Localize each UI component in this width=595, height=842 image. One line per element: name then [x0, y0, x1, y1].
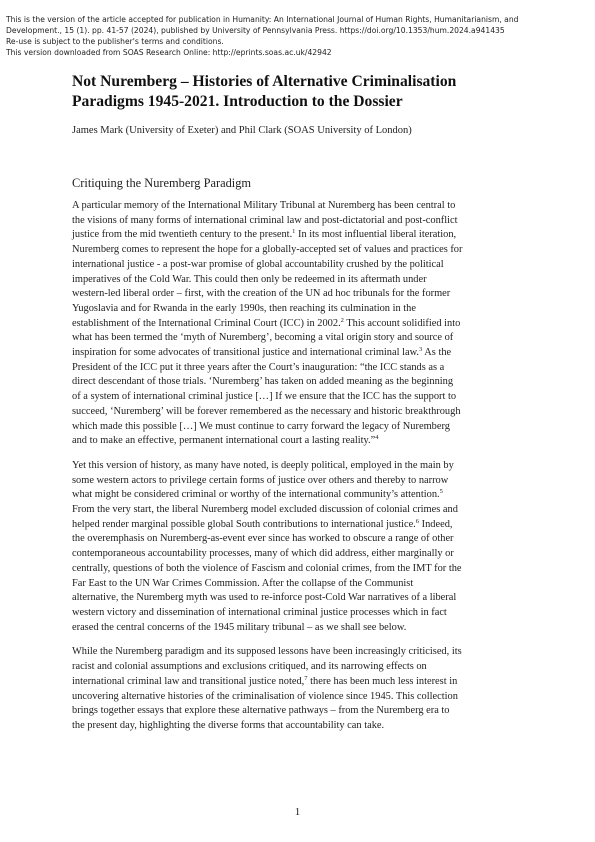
line-text: of a system of international criminal justice […] If we ensure that the ICC has the support to	[72, 391, 457, 403]
paragraph-line	[72, 390, 524, 405]
paragraph-line	[72, 591, 524, 606]
footnote-marker[interactable]: 2	[340, 316, 344, 324]
paragraphs-container	[72, 199, 524, 734]
paragraph-line	[72, 258, 524, 273]
article-title	[72, 72, 524, 112]
paragraph-line	[72, 346, 524, 361]
body-paragraph	[72, 199, 524, 449]
line-text: contemporaneous accountability processes, many of which did address, either marginally or	[72, 548, 454, 560]
line-text: alternative, the Nuremberg myth was used to re-inforce post-Cold War narratives of a liberal	[72, 592, 457, 604]
paragraph-line	[72, 704, 524, 719]
line-text: Yugoslavia and for Rwanda in the early 1990s, then reaching its culmination in the	[72, 302, 416, 314]
paragraph-line	[72, 459, 524, 474]
line-text: some western actors to privilege certain forms of justice over others and thereby to narrow	[72, 474, 449, 486]
line-text: As the	[422, 347, 452, 359]
body-paragraph	[72, 459, 524, 635]
line-text: what might be considered criminal or worthy of the international community’s attention.	[72, 489, 440, 501]
paragraph-line	[72, 375, 524, 390]
footnote-marker[interactable]: 4	[375, 434, 379, 442]
paragraph-line	[72, 331, 524, 346]
paragraph-line	[72, 621, 524, 636]
paragraph-line	[72, 606, 524, 621]
paragraph-line	[72, 228, 524, 243]
line-text: establishment of the International Criminal Court (ICC) in 2002.	[72, 317, 341, 329]
page-number: 1	[294, 806, 301, 818]
line-text: the overemphasis on Nuremberg-as-event ever since has worked to obscure a range of other	[72, 533, 454, 545]
line-text: Far East to the UN War Crimes Commission. After the collapse of the Communist	[72, 577, 414, 589]
line-text: racist and colonial assumptions and exclusions critiqued, and its narrowing effects on	[72, 661, 427, 673]
line-text: which made this possible […] We must continue to carry forward the legacy of Nuremberg	[72, 420, 450, 432]
line-text: western-led liberal order – first, with the creation of the UN ad hoc tribunals for the former	[72, 288, 451, 300]
paragraph-line	[72, 488, 524, 503]
paragraph-line	[72, 243, 524, 258]
line-text: While the Nuremberg paradigm and its supposed lessons have been increasingly criticised, its	[72, 646, 462, 658]
paragraph-line	[72, 503, 524, 518]
line-text: brings together essays that explore these alternative pathways – from the Nuremberg era to	[72, 705, 450, 717]
line-text: there has been much less interest in	[307, 675, 458, 687]
paragraph-line	[72, 532, 524, 547]
paragraph-line	[72, 645, 524, 660]
line-text: direct descendant of those trials. ‘Nuremberg’ has taken on added meaning as the beginning	[72, 376, 454, 388]
footnote-marker[interactable]: 6	[415, 517, 420, 525]
line-text: helped render marginal possible global South contributions to international justice.	[72, 518, 416, 530]
line-text: In its most influential liberal iteration,	[295, 229, 457, 241]
title-line: Paradigms 1945-2021. Introduction to the Dossier	[72, 93, 403, 110]
line-text: Yet this version of history, as many have noted, is deeply political, employed in the main by	[72, 459, 454, 471]
title-line: Not Nuremberg – Histories of Alternative Criminalisation	[72, 73, 457, 90]
line-text: the visions of many forms of international criminal law and post-dictatorial and post-conflict	[72, 214, 458, 226]
paragraph-line	[72, 214, 524, 229]
paragraph-line	[72, 474, 524, 489]
paragraph-line	[72, 434, 524, 449]
line-text: From the very start, the liberal Nuremberg model excluded discussion of colonial crimes and	[72, 504, 458, 516]
line-text: international justice - a post-war promise of global accountability crushed by the political	[72, 258, 444, 270]
paragraph-line	[72, 577, 524, 592]
line-text: centrally, questions of both the violence of Fascism and colonial crimes, from the IMT for the	[72, 562, 462, 574]
paragraph-line	[72, 317, 524, 332]
footnote-marker[interactable]: 7	[304, 674, 308, 682]
line-text: the present day, highlighting the diverse forms that accountability can take.	[72, 719, 385, 731]
paragraph-line	[72, 420, 524, 435]
line-text: This account solidified into	[343, 317, 461, 329]
paragraph-line	[72, 287, 524, 302]
paragraph-line	[72, 719, 524, 734]
publication-notice-line: Re-use is subject to the publisher's terms and conditions.	[6, 37, 224, 46]
line-text: succeed, ‘Nuremberg’ will be forever remembered as the necessary and historic breakthrough	[72, 405, 461, 417]
publication-notice-line: This is the version of the article accepted for publication in Humanity: An International Journal of Human Rights, Humanitarianism, and	[6, 15, 519, 24]
footnote-marker[interactable]: 3	[419, 346, 423, 354]
paragraph-line	[72, 547, 524, 562]
publication-notice-line: This version downloaded from SOAS Research Online: http://eprints.soas.ac.uk/42942	[6, 48, 332, 57]
footnote-marker[interactable]: 5	[439, 488, 443, 496]
section-heading: Critiquing the Nuremberg Paradigm	[72, 176, 252, 190]
paragraph-line	[72, 660, 524, 675]
line-text: President of the ICC put it three years after the Court’s inauguration: “the ICC stands as a	[72, 361, 445, 373]
paragraph-line	[72, 199, 524, 214]
author-line: James Mark (University of Exeter) and Phil Clark (SOAS University of London)	[72, 125, 412, 136]
line-text: western victory and dissemination of international criminal justice processes which in fact	[72, 606, 447, 618]
line-text: imperatives of the Cold War. This could then only be redeemed in its aftermath under	[72, 273, 427, 285]
publication-notice-line: Development., 15 (1). pp. 41-57 (2024), published by University of Pennsylvania Press. https://doi.org/10.1353/hum.2024.a941435	[6, 26, 505, 35]
paragraph-line	[72, 562, 524, 577]
paragraph-line	[72, 273, 524, 288]
article-body	[72, 72, 524, 734]
paragraph-line	[72, 675, 524, 690]
line-text: what has been termed the ‘myth of Nuremberg’, becoming a vital origin story and source of	[72, 332, 454, 344]
footnote-marker[interactable]: 1	[292, 228, 296, 236]
paragraph-line	[72, 690, 524, 705]
line-text: and to make an effective, permanent international court a lasting reality.”	[72, 435, 376, 447]
line-text: Indeed,	[419, 518, 453, 530]
line-text: A particular memory of the International Military Tribunal at Nuremberg has been central to	[72, 200, 456, 211]
paragraph-line	[72, 518, 524, 533]
line-text: justice from the mid twentieth century to the present.	[72, 229, 293, 241]
line-text: international criminal law and transitional justice noted,	[72, 675, 305, 687]
publication-notice	[6, 14, 591, 58]
line-text: Nuremberg comes to represent the hope for a globally-accepted set of values and practices for	[72, 244, 463, 256]
line-text: erased the central concerns of the 1945 military tribunal – as we shall see below.	[72, 621, 407, 633]
line-text: inspiration for some advocates of transitional justice and international criminal law.	[72, 347, 420, 359]
body-paragraph	[72, 645, 524, 733]
paragraph-line	[72, 302, 524, 317]
line-text: uncovering alternative histories of the criminalisation of violence since 1945. This collection	[72, 690, 458, 702]
paragraph-line	[72, 405, 524, 420]
paragraph-line	[72, 361, 524, 376]
